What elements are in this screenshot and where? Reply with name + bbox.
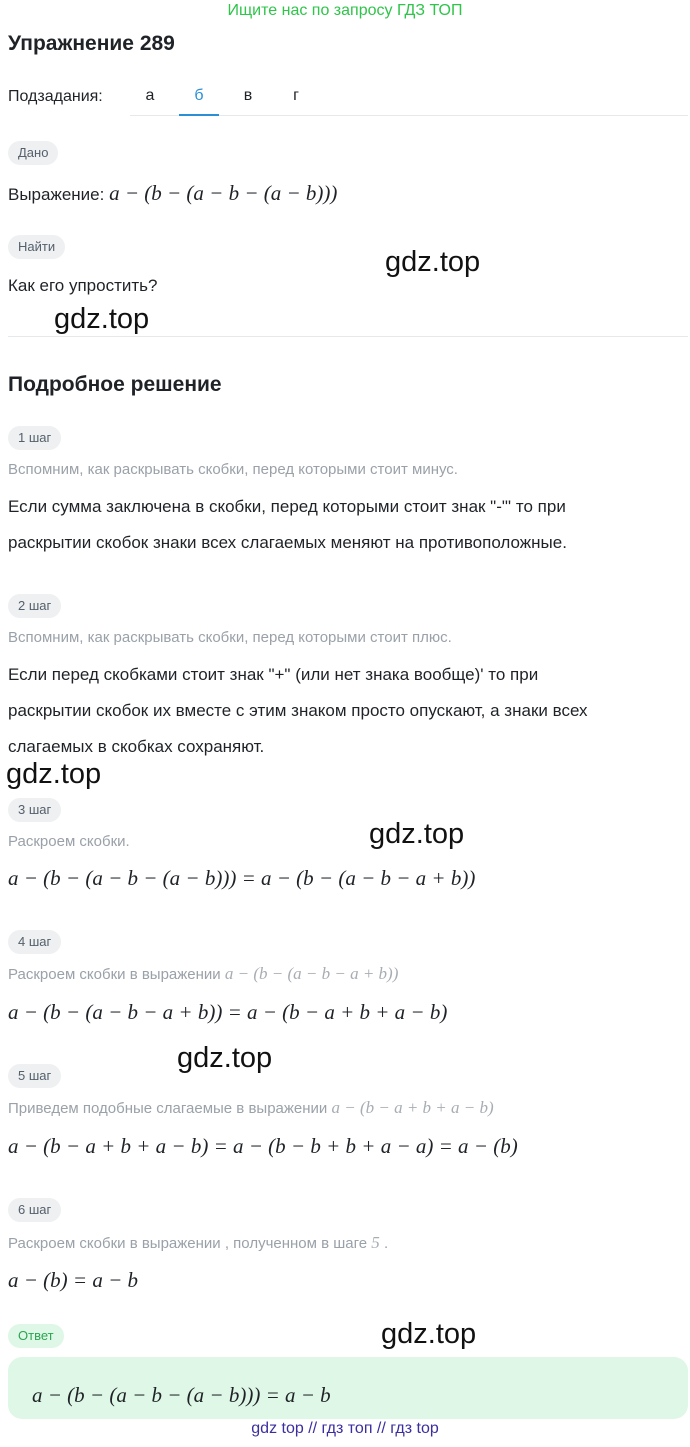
step-6-chip: 6 шаг xyxy=(8,1198,61,1222)
step-3-hint: Раскроем скобки. xyxy=(8,833,130,850)
given-label: Выражение: xyxy=(8,185,105,204)
tab-b[interactable]: б xyxy=(179,84,219,116)
subtasks-bar xyxy=(8,84,688,116)
step-5-chip: 5 шаг xyxy=(8,1064,61,1088)
step-6-hint-math: 5 xyxy=(371,1233,380,1252)
subtasks-label: Подзадания: xyxy=(8,88,103,105)
step-1-line-2: раскрытии скобок знаки всех слагаемых меняют на противоположные. xyxy=(8,533,567,552)
step-1-line-1: Если сумма заключена в скобки, перед которыми стоит знак "-"' то при xyxy=(8,497,566,516)
step-2-line-3: слагаемых в скобках сохраняют. xyxy=(8,737,265,756)
step-2-line-2: раскрытии скобок их вместе с этим знаком просто опускают, а знаки всех xyxy=(8,701,588,720)
answer-math: a − (b − (a − b − (a − b))) = a − b xyxy=(32,1383,331,1407)
tab-v[interactable]: в xyxy=(243,87,253,104)
step-3-chip: 3 шаг xyxy=(8,798,61,822)
step-2-chip: 2 шаг xyxy=(8,594,61,618)
step-4-chip: 4 шаг xyxy=(8,930,61,954)
tab-a[interactable]: а xyxy=(145,87,155,104)
step-5-hint-math: a − (b − a + b + a − b) xyxy=(331,1098,494,1117)
step-2-hint: Вспомним, как раскрывать скобки, перед которыми стоит плюс. xyxy=(8,629,452,646)
given-chip: Дано xyxy=(8,141,58,165)
step-3-math: a − (b − (a − b − (a − b))) = a − (b − (a − b − a + b)) xyxy=(8,866,476,890)
watermark-6: gdz.top xyxy=(381,1318,477,1350)
step-2-text xyxy=(8,657,678,765)
step-1-chip: 1 шаг xyxy=(8,426,61,450)
subtasks-tabs xyxy=(130,84,688,116)
section-divider xyxy=(8,336,688,337)
step-2-line-1: Если перед скобками стоит знак "+" (или нет знака вообще)' то при xyxy=(8,665,539,684)
step-6-hint-end: . xyxy=(383,1235,389,1252)
watermark-2: gdz.top xyxy=(54,303,150,335)
watermark-3: gdz.top xyxy=(6,758,102,790)
step-5-hint xyxy=(8,1098,494,1118)
step-1-text xyxy=(8,489,678,561)
page-title: Упражнение 289 xyxy=(8,32,175,55)
step-4-hint-text: Раскроем скобки в выражении xyxy=(8,966,225,983)
given-math: a − (b − (a − b − (a − b))) xyxy=(109,181,338,205)
given-expression xyxy=(8,181,337,206)
step-6-hint-text: Раскроем скобки в выражении , полученном в шаге xyxy=(8,1235,372,1252)
watermark-1: gdz.top xyxy=(385,246,481,278)
step-6-hint xyxy=(8,1233,388,1253)
step-1-hint: Вспомним, как раскрывать скобки, перед которыми стоит минус. xyxy=(8,461,458,478)
step-4-math: a − (b − (a − b − a + b)) = a − (b − a + b + a − b) xyxy=(8,1000,448,1024)
solution-title: Подробное решение xyxy=(8,373,222,396)
step-6-math: a − (b) = a − b xyxy=(8,1268,138,1292)
step-4-hint-math: a − (b − (a − b − a + b)) xyxy=(224,964,399,983)
step-5-hint-text: Приведем подобные слагаемые в выражении xyxy=(8,1100,332,1117)
answer-chip: Ответ xyxy=(8,1324,64,1348)
step-4-hint xyxy=(8,964,398,984)
footer-links[interactable]: gdz top // гдз топ // гдз top xyxy=(251,1420,439,1437)
find-question: Как его упростить? xyxy=(8,276,158,295)
tab-g[interactable]: г xyxy=(293,87,299,104)
watermark-4: gdz.top xyxy=(369,818,465,850)
watermark-5: gdz.top xyxy=(177,1042,273,1074)
answer-box xyxy=(8,1357,688,1419)
find-chip: Найти xyxy=(8,235,65,259)
step-5-math: a − (b − a + b + a − b) = a − (b − b + b + a − a) = a − (b) xyxy=(8,1134,518,1158)
top-search-link[interactable]: Ищите нас по запросу ГДЗ ТОП xyxy=(227,2,463,19)
